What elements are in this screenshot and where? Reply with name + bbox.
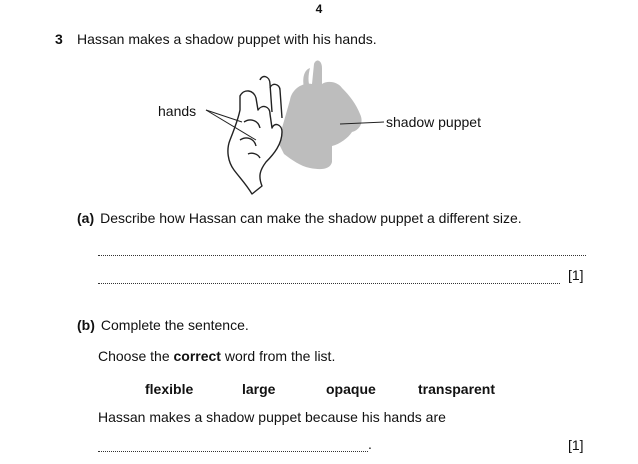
emphasis-correct: correct xyxy=(173,348,221,364)
word-option-large: large xyxy=(242,381,276,397)
part-b-marks: [1] xyxy=(568,437,584,453)
shadow-puppet-label: shadow puppet xyxy=(386,114,481,130)
part-b-label: (b) xyxy=(77,317,95,333)
answer-line-b[interactable] xyxy=(98,451,368,452)
shadow-shape xyxy=(278,61,362,170)
word-option-transparent: transparent xyxy=(418,381,496,397)
part-b-prompt xyxy=(77,317,249,333)
part-a-prompt xyxy=(77,210,522,226)
word-option-opaque: opaque xyxy=(326,381,376,397)
shadow-puppet-figure xyxy=(158,58,500,200)
question-text: Hassan makes a shadow puppet with his hands. xyxy=(77,31,377,47)
part-b-text: Complete the sentence. xyxy=(100,317,249,333)
hands-drawing xyxy=(228,77,282,194)
sentence-to-complete: Hassan makes a shadow puppet because his hands are xyxy=(98,409,446,425)
word-option-flexible: flexible xyxy=(145,381,194,397)
question-number: 3 xyxy=(55,31,63,47)
part-a-text: Describe how Hassan can make the shadow puppet a different size. xyxy=(100,210,522,226)
answer-line-a2[interactable] xyxy=(98,283,560,284)
answer-line-a1[interactable] xyxy=(98,255,586,256)
sentence-end-punct: . xyxy=(368,436,372,452)
hands-label: hands xyxy=(158,103,197,119)
page-number: 4 xyxy=(315,2,323,16)
part-a-label: (a) xyxy=(77,210,95,226)
part-b-instruction: Choose the correct word from the list. xyxy=(98,348,336,364)
shadow-ear xyxy=(303,68,310,88)
part-a-marks: [1] xyxy=(568,267,584,283)
